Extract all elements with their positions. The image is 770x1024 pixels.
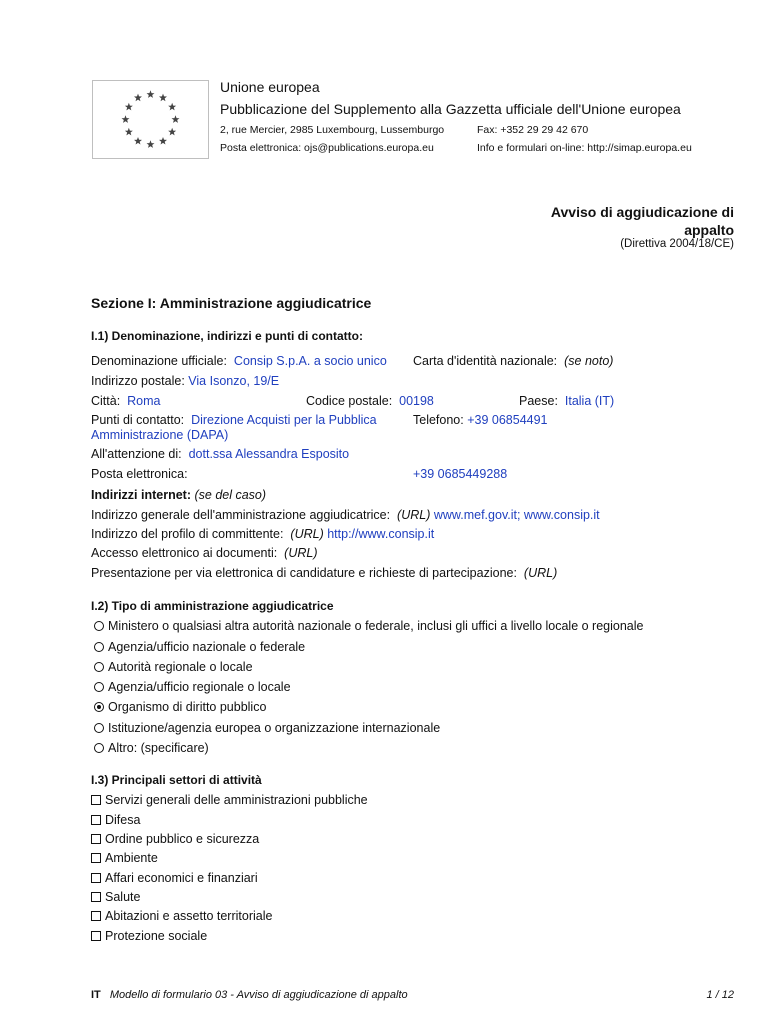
presentazione-label: Presentazione per via elettronica di candidature e richieste di partecipazione: (91, 566, 517, 580)
settore-option[interactable] (91, 909, 272, 923)
cap-label: Codice postale: (306, 394, 393, 408)
eu-flag-logo (92, 80, 209, 159)
tipo-option-label: Altro: (specificare) (108, 741, 209, 755)
telefono-label: Telefono: (413, 413, 464, 427)
settore-option-label: Abitazioni e assetto territoriale (105, 909, 273, 923)
presentazione-row (91, 566, 557, 580)
tipo-option[interactable] (94, 700, 266, 714)
citta-label: Città: (91, 394, 121, 408)
page-number: 1 / 12 (706, 989, 734, 1001)
radio-selected-icon[interactable] (94, 702, 104, 712)
star-icon (172, 115, 180, 123)
settore-option[interactable] (91, 813, 140, 827)
subheading-i2: I.2) Tipo di amministrazione aggiudicatrice (91, 599, 334, 613)
denominazione-row (91, 354, 387, 368)
settore-option[interactable] (91, 851, 158, 865)
radio-empty-icon[interactable] (94, 662, 104, 672)
checkbox-icon[interactable] (91, 815, 101, 825)
star-icon (125, 103, 133, 111)
header-publication: Pubblicazione del Supplemento alla Gazzetta ufficiale dell'Unione europea (220, 101, 681, 117)
carta-row (413, 354, 613, 368)
settore-option-label: Protezione sociale (105, 929, 208, 943)
settore-option-label: Ambiente (105, 851, 158, 865)
denominazione-value: Consip S.p.A. a socio unico (233, 354, 387, 368)
star-icon (168, 128, 176, 136)
star-icon (147, 90, 155, 98)
checkbox-icon[interactable] (91, 892, 101, 902)
tipo-option-label: Autorità regionale o locale (108, 660, 253, 674)
tipo-option[interactable] (94, 619, 644, 633)
denominazione-label: Denominazione ufficiale: (91, 354, 227, 368)
settore-option-label: Salute (105, 890, 141, 904)
cap-value: 00198 (399, 394, 434, 408)
generale-link[interactable]: www.mef.gov.it; www.consip.it (433, 508, 600, 522)
tipo-option[interactable] (94, 680, 291, 694)
settore-option-label: Servizi generali delle amministrazioni pubbliche (105, 793, 368, 807)
attenzione-row (91, 447, 349, 461)
generale-url-label: (URL) (397, 508, 431, 522)
tipo-option[interactable] (94, 721, 440, 735)
star-icon (147, 140, 155, 148)
paese-value: Italia (IT) (564, 394, 615, 408)
profilo-label: Indirizzo del profilo di committente: (91, 527, 284, 541)
settore-option[interactable] (91, 890, 140, 904)
settore-option[interactable] (91, 871, 258, 885)
radio-empty-icon[interactable] (94, 621, 104, 631)
section-title: Sezione I: Amministrazione aggiudicatrice (91, 295, 372, 311)
settore-option-label: Affari economici e finanziari (105, 871, 258, 885)
fax-value: +39 0685449288 (413, 467, 508, 481)
star-icon (159, 137, 167, 145)
profilo-link[interactable]: http://www.consip.it (327, 527, 435, 541)
settore-option[interactable] (91, 832, 259, 846)
header-fax: Fax: +352 29 29 42 670 (477, 124, 589, 136)
radio-empty-icon[interactable] (94, 642, 104, 652)
tipo-option-label: Agenzia/ufficio regionale o locale (108, 680, 291, 694)
tipo-option[interactable] (94, 741, 209, 755)
tipo-option-label: Organismo di diritto pubblico (108, 700, 267, 714)
attenzione-value: dott.ssa Alessandra Esposito (188, 447, 350, 461)
internet-row (91, 488, 266, 502)
checkbox-icon[interactable] (91, 795, 101, 805)
indirizzo-label: Indirizzo postale: (91, 374, 185, 388)
checkbox-icon[interactable] (91, 911, 101, 921)
footer (91, 989, 408, 1001)
footer-lang: IT (91, 989, 101, 1001)
generale-label: Indirizzo generale dell'amministrazione aggiudicatrice: (91, 508, 391, 522)
carta-value: (se noto) (564, 354, 614, 368)
tipo-option-label: Istituzione/agenzia europea o organizzazione internazionale (108, 721, 441, 735)
eu-stars-icon (93, 81, 208, 158)
profilo-url-label: (URL) (290, 527, 324, 541)
star-icon (159, 94, 167, 102)
checkbox-icon[interactable] (91, 853, 101, 863)
attenzione-label: All'attenzione di: (91, 447, 182, 461)
settore-option[interactable] (91, 929, 207, 943)
contatto-row (91, 413, 377, 427)
settore-option-label: Ordine pubblico e sicurezza (105, 832, 260, 846)
tipo-option[interactable] (94, 640, 305, 654)
accesso-label: Accesso elettronico ai documenti: (91, 546, 278, 560)
checkbox-icon[interactable] (91, 931, 101, 941)
checkbox-icon[interactable] (91, 834, 101, 844)
star-icon (168, 103, 176, 111)
cap-row (306, 394, 434, 408)
star-icon (122, 115, 130, 123)
contatto-value-2: Amministrazione (DAPA) (91, 428, 229, 442)
radio-empty-icon[interactable] (94, 743, 104, 753)
accesso-row (91, 546, 318, 560)
tipo-option[interactable] (94, 660, 253, 674)
subheading-i1: I.1) Denominazione, indirizzi e punti di contatto: (91, 329, 363, 343)
settore-option-label: Difesa (105, 813, 141, 827)
paese-row (519, 394, 614, 408)
generale-row (91, 508, 600, 522)
telefono-row (413, 413, 548, 427)
header-org: Unione europea (220, 79, 320, 95)
accesso-url-label: (URL) (284, 546, 318, 560)
carta-label: Carta d'identità nazionale: (413, 354, 558, 368)
contatto-label: Punti di contatto: (91, 413, 185, 427)
telefono-value: +39 06854491 (467, 413, 548, 427)
presentazione-url-label: (URL) (523, 566, 558, 580)
header-email: Posta elettronica: ojs@publications.europa.eu (220, 142, 434, 154)
citta-row (91, 394, 160, 408)
profilo-row (91, 527, 434, 541)
footer-form: Modello di formulario 03 - Avviso di aggiudicazione di appalto (109, 989, 408, 1001)
paese-label: Paese: (519, 394, 558, 408)
header-address: 2, rue Mercier, 2985 Luxembourg, Lussemburgo (220, 124, 445, 136)
citta-value: Roma (127, 394, 161, 408)
posta-label: Posta elettronica: (91, 467, 188, 481)
document-title: Avviso di aggiudicazione di appalto (550, 204, 734, 238)
radio-empty-icon[interactable] (94, 682, 104, 692)
checkbox-icon[interactable] (91, 873, 101, 883)
radio-empty-icon[interactable] (94, 723, 104, 733)
contatto-value-1: Direzione Acquisti per la Pubblica (191, 413, 377, 427)
internet-note: (se del caso) (194, 488, 267, 502)
indirizzo-value: Via Isonzo, 19/E (188, 374, 280, 388)
tipo-option-label: Agenzia/ufficio nazionale o federale (108, 640, 306, 654)
document-directive: (Direttiva 2004/18/CE) (620, 238, 734, 250)
internet-label: Indirizzi internet: (91, 488, 191, 502)
subheading-i3: I.3) Principali settori di attività (91, 773, 262, 787)
star-icon (134, 94, 142, 102)
star-icon (134, 137, 142, 145)
star-icon (125, 128, 133, 136)
settore-option[interactable] (91, 793, 368, 807)
tipo-option-label: Ministero o qualsiasi altra autorità nazionale o federale, inclusi gli uffici a livello locale o regionale (108, 619, 644, 633)
header-info-link[interactable]: Info e formulari on-line: http://simap.europa.eu (477, 142, 692, 154)
indirizzo-row (91, 374, 279, 388)
